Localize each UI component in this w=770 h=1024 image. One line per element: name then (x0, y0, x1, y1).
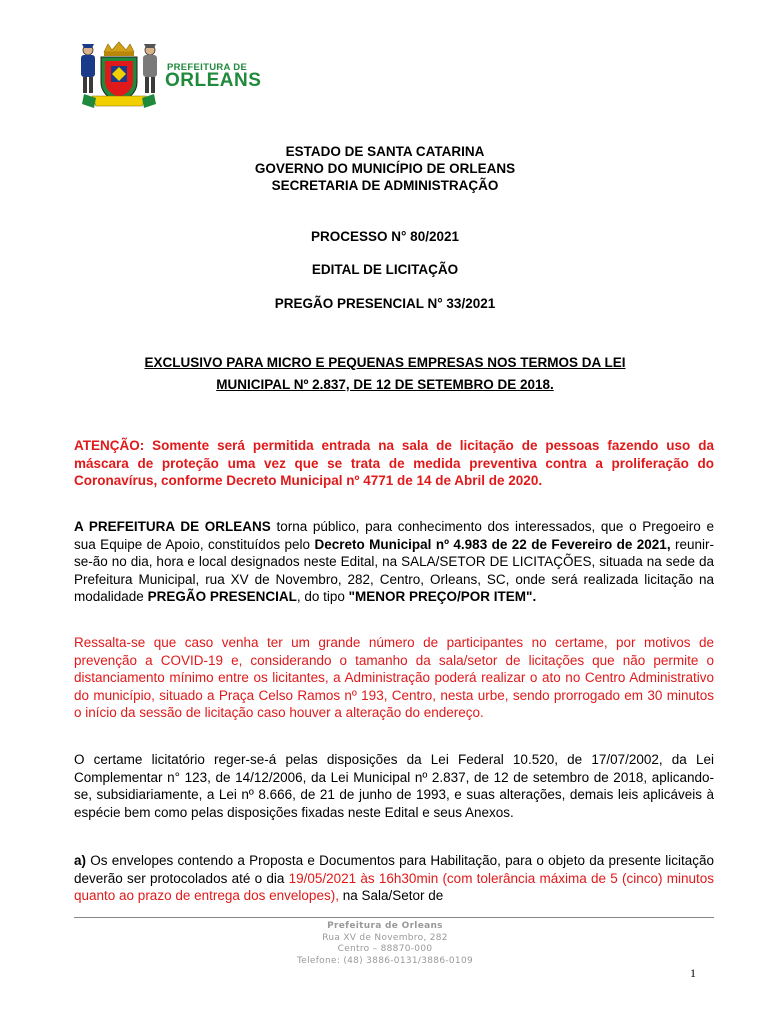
intro-text-3: , do tipo (296, 589, 349, 604)
footer-address: Rua XV de Novembro, 282 (322, 932, 448, 943)
header-secretariat: SECRETARIA DE ADMINISTRAÇÃO (271, 178, 499, 193)
footer-zip: Centro – 88870-000 (337, 944, 433, 954)
legal-basis-text-1: O certame licitatório reger-se-á pelas disposições da Lei Federal 10.520, de 17/07/2002, da Lei Complementar n° 123, de 14/12/2006, da Lei Municipal nº 2.837, de 12 de setembro de 2018 (74, 752, 714, 785)
envelopes-item-marker: a) (74, 853, 87, 868)
envelopes-text-2: na Sala/Setor de (338, 888, 444, 903)
header-state: ESTADO DE SANTA CATARINA (285, 144, 485, 159)
legal-basis-comma: , (643, 769, 648, 785)
footer-phone: Telefone: (48) 3886-0131/3886-0109 (296, 955, 474, 966)
intro-entity: A PREFEITURA DE ORLEANS (74, 519, 271, 534)
coat-of-arms-icon (74, 40, 164, 112)
intro-paragraph (74, 518, 714, 606)
exclusive-notice-line1: EXCLUSIVO PARA MICRO E PEQUENAS EMPRESAS NOS TERMOS DA LEI (144, 355, 626, 370)
edital-title: EDITAL DE LICITAÇÃO (311, 262, 459, 277)
page-footer (0, 921, 770, 967)
prefeitura-logo (74, 40, 289, 112)
header-government: GOVERNO DO MUNICÍPIO DE ORLEANS (254, 161, 516, 176)
exclusive-notice-line2: MUNICIPAL Nº 2.837, DE 12 DE SETEMBRO DE 2018. (216, 377, 554, 392)
covid-notice-paragraph: Ressalta-se que caso venha ter um grande número de participantes no certame, por motivos de prevenção a COVID-19 e, considerando o tamanho da sala/setor de licitações que não permite o distanciamento mínimo entre os licitantes, a Administração poderá realizar o ato no Centro Administrativo do município, situado a Praça Celso Ramos nº 193, Centro, nesta urbe, sendo prorrogado em 30 minutos o início da sessão de licitação caso houver a alteração do endereço. (74, 635, 714, 720)
intro-modality: PREGÃO PRESENCIAL (147, 589, 297, 604)
envelopes-text-1: Os envelopes contendo a Proposta e Documentos para Habilitação, para o objeto da presente licitação deverão ser protocolados até o dia (74, 853, 714, 886)
intro-text-1: torna público, para conhecimento dos interessados, que o Pregoeiro e sua Equipe de Apoio, constituídos pelo (74, 519, 714, 552)
attention-paragraph: ATENÇÃO: Somente será permitida entrada na sala de licitação de pessoas fazendo uso da máscara de proteção uma vez que se trata de medida preventiva contra a proliferação do Coronavírus, conforme Decreto Municipal nº 4771 de 14 de Abril de 2020. (74, 438, 714, 488)
process-number: PROCESSO N° 80/2021 (311, 229, 459, 244)
footer-org: Prefeitura de Orleans (327, 921, 443, 931)
envelopes-paragraph (74, 852, 714, 905)
logo-text-line2: ORLEANS (165, 70, 262, 91)
intro-decree: Decreto Municipal nº 4.983 de 22 de Fevereiro de 2021, (314, 536, 671, 552)
intro-text-2: reunir-se-ão no dia, hora e local designados neste Edital, na SALA/SETOR DE LICITAÇÕES, situada na sede da Prefeitura Municipal, rua XV de Novembro, 282, Centro, Orleans, SC, onde será realizada licitação na modalidade (74, 536, 715, 604)
exclusive-notice (0, 352, 770, 396)
pregao-number: PREGÃO PRESENCIAL N° 33/2021 (274, 296, 496, 311)
intro-type: "MENOR PREÇO/POR ITEM". (348, 589, 537, 604)
document-header (0, 143, 770, 194)
envelopes-deadline: 19/05/2021 às 16h30min (com tolerância máxima de 5 (cinco) minutos quanto ao prazo de entrega dos envelopes), (74, 870, 714, 903)
page-number: 1 (690, 966, 696, 980)
logo-text-line1: PREFEITURA DE (167, 62, 248, 73)
legal-basis-text-2: aplicando-se, subsidiariamente, a Lei nº 8.666, de 21 de junho de 1993, e suas alterações, demais leis aplicáveis à espécie bem como pelas disposições fixadas neste Edital e seus Anexos. (74, 769, 714, 820)
footer-divider (74, 917, 714, 918)
legal-basis-paragraph (74, 751, 714, 821)
